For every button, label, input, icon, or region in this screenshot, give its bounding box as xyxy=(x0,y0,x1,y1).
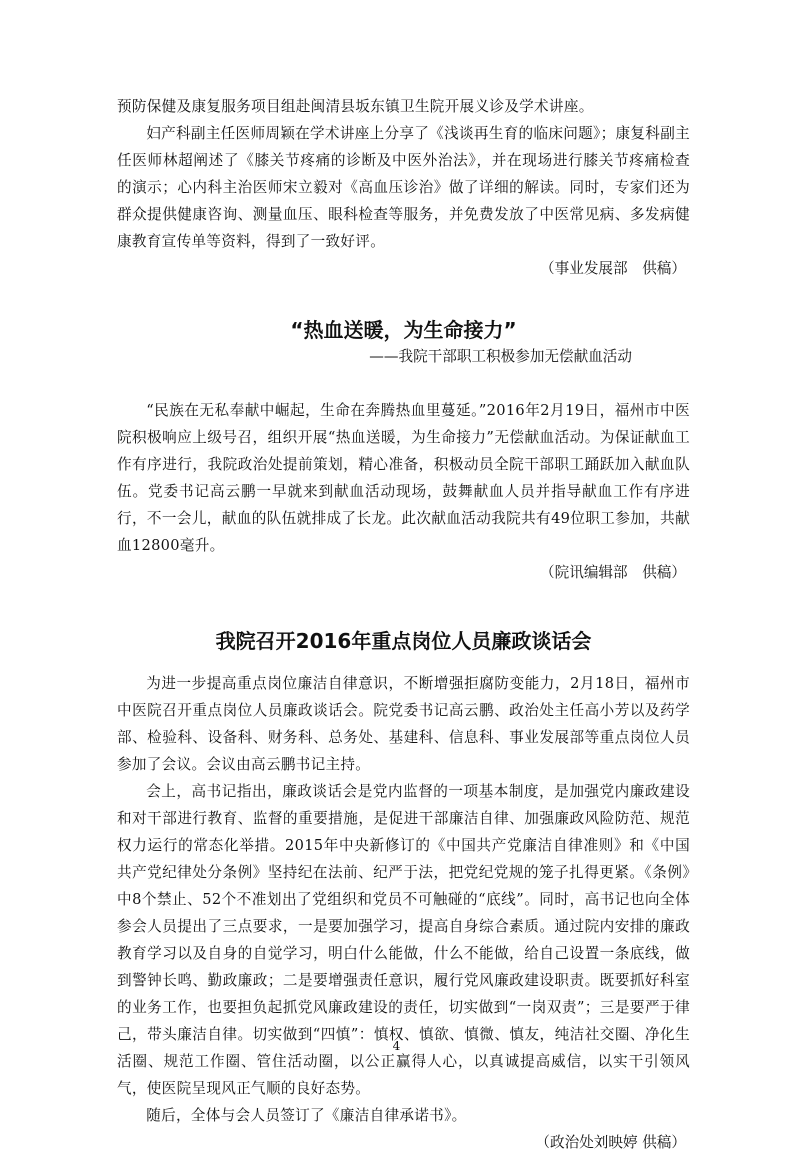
article-credit: （院讯编辑部 供稿） xyxy=(540,564,686,581)
article-title: “热血送暖，为生命接力” xyxy=(290,318,517,342)
article-title: 我院召开2016年重点岗位人员廉政谈话会 xyxy=(215,629,592,653)
intro-section xyxy=(117,93,690,282)
section-spacer xyxy=(117,282,690,315)
page-content xyxy=(117,93,690,1156)
article-paragraph-2: 会上，高书记指出，廉政谈话会是党内监督的一项基本制度，是加强党内廉政建设和对干部进行教育、监督的重要措施，是促进干部廉洁自律、加强廉政风险防范、规范权力运行的常态化举措。2015年中央新修订的《中国共产党廉洁自律准则》和《中国共产党纪律处分条例》坚持纪在法前、纪严于法，把党纪党规的笼子扎得更紧。《条例》中8个禁止、52个不准划出了党组织和党员不可触碰的“底线”。同时，高书记也向全体参会人员提出了三点要求，一是要加强学习，提高自身综合素质。通过院内安排的廉政教育学习以及自身的自觉学习，明白什么能做，什么不能做，给自己设置一条底线，做到警钟长鸣、勤政廉政；二是要增强责任意识，履行党风廉政建设职责。既要抓好科室的业务工作，也要担负起抓党风廉政建设的责任，切实做到“一岗双责”；三是要严于律己，带头廉洁自律。切实做到“四慎”：慎权、慎欲、慎微、慎友，纯洁社交圈、净化生活圈、规范工作圈、管住活动圈，以公正赢得人心，以真诚提高威信，以实干引领风气，使医院呈现风正气顺的良好态势。 xyxy=(117,783,690,1097)
article-paragraph-3: 随后，全体与会人员签订了《廉洁自律承诺书》。 xyxy=(146,1107,467,1124)
title-spacer xyxy=(117,369,690,397)
article-subtitle: ——我院干部职工积极参加无偿献血活动 xyxy=(369,348,632,365)
title-spacer xyxy=(117,656,690,670)
integrity-meeting-article xyxy=(117,626,690,1156)
article-paragraph: “民族在无私奉献中崛起，生命在奔腾热血里蔓延。”2016年2月19日，福州市中医院积极响应上级号召，组织开展“热血送暖，为生命接力”无偿献血活动。为保证献血工作有序进行，我院政治处提前策划，精心准备，积极动员全院干部职工踊跃加入献血队伍。党委书记高云鹏一早就来到献血活动现场，鼓舞献血人员并指导献血工作有序进行，不一会儿，献血的队伍就排成了长龙。此次献血活动我院共有49位职工参加，共献血12800毫升。 xyxy=(117,402,690,554)
intro-credit: （事业发展部 供稿） xyxy=(540,260,686,277)
intro-paragraph-2: 妇产科副主任医师周颖在学术讲座上分享了《浅谈再生育的临床问题》；康复科副主任医师林超阐述了《膝关节疼痛的诊断及中医外治法》，并在现场进行膝关节疼痛检查的演示；心内科主治医师宋立毅对《高血压诊治》做了详细的解读。同时，专家们还为群众提供健康咨询、测量血压、眼科检查等服务，并免费发放了中医常见病、多发病健康教育宣传单等资料，得到了一致好评。 xyxy=(117,125,690,250)
intro-paragraph-1: 预防保健及康复服务项目组赴闽清县坂东镇卫生院开展义诊及学术讲座。 xyxy=(117,98,594,115)
blood-donation-article xyxy=(117,315,690,586)
section-spacer xyxy=(117,586,690,626)
article-paragraph-1: 为进一步提高重点岗位廉洁自律意识，不断增强拒腐防变能力，2月18日，福州市中医院召开重点岗位人员廉政谈话会。院党委书记高云鹏、政治处主任高小芳以及药学部、检验科、设备科、财务科、总务处、基建科、信息科、事业发展部等重点岗位人员参加了会议。会议由高云鹏书记主持。 xyxy=(117,675,690,773)
article-credit: （政治处刘映婷 供稿） xyxy=(535,1134,686,1151)
page-number: 4 xyxy=(392,1039,401,1053)
